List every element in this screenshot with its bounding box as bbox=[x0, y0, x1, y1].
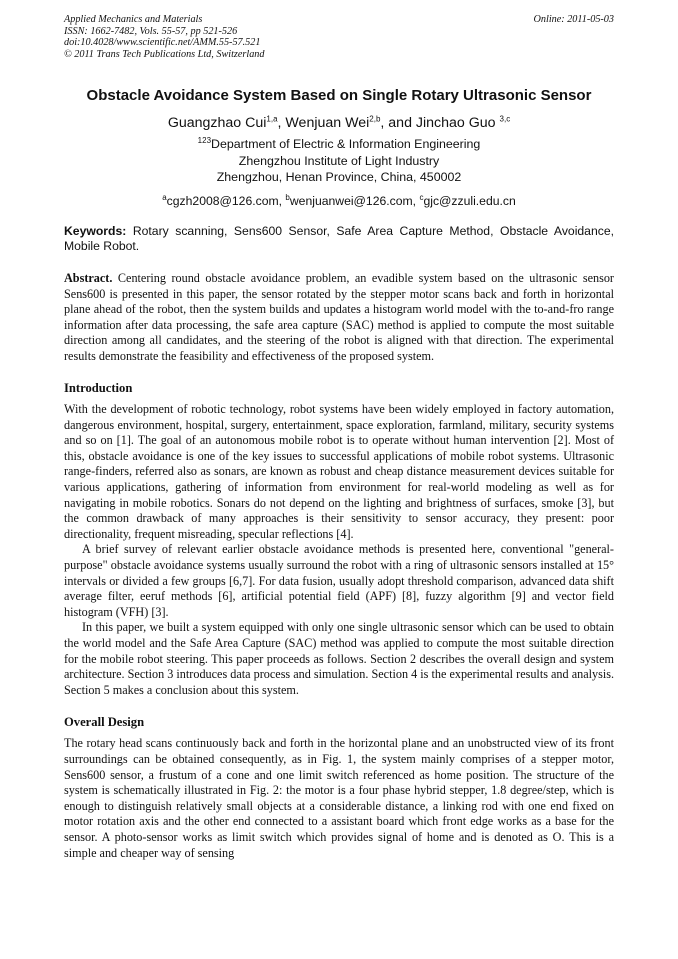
body-paragraph: A brief survey of relevant earlier obstacle avoidance methods is presented here, conventional "general-purpose" obstacle avoidance systems usually surround the robot with a ring of ultrasonic sensors installed at 15° intervals or divided a few groups [6,7]. For data fusion, usually adopt threshold comparison, advanced data shift average filter, eeruf methods [6], artificial potential field (APF) [8], fuzzy algorithm [9] and vector field histogram (VFH) [3]. bbox=[64, 542, 614, 619]
journal-header bbox=[64, 14, 614, 60]
email-address[interactable]: wenjuanwei@126.com, bbox=[289, 193, 420, 208]
email-address[interactable]: cgzh2008@126.com, bbox=[166, 193, 286, 208]
section-heading-introduction: Introduction bbox=[64, 381, 133, 396]
copyright-line: © 2011 Trans Tech Publications Ltd, Switzerland bbox=[64, 48, 265, 60]
author-separator: , bbox=[277, 115, 286, 132]
keywords-label: Keywords: bbox=[64, 223, 127, 238]
affiliation bbox=[64, 136, 614, 186]
affiliation-line-2: Zhengzhou Institute of Light Industry bbox=[238, 153, 440, 168]
body-paragraph: With the development of robotic technology, robot systems have been widely employed in factory automation, dangerous environment, hospital, surgery, entertainment, space exploration, farmland, military, security systems and so on [1]. The goal of an autonomous mobile robot is to operate without human intervention [2]. Most of this, obstacle avoidance is one of the key issues to successful applications of mobile robot systems. Ultrasonic range-finders, referred also as sonars, are known as robust and cheap distance measurement devices suitable for various applications, gathering of information from environment for real-world modeling as well as for navigating in mobile robotics. Sonars do not depend on the lighting and brightness of surfaces, smoke [3], but the common drawback of many approaches is their sensitivity to sensor accuracy, they present: poor directionality, frequent misreading, specular reflections [4]. bbox=[64, 402, 614, 541]
abstract-label: Abstract. bbox=[64, 271, 113, 286]
email-superscript: c bbox=[419, 192, 424, 202]
affiliation-department: Department of Electric & Information Engineering bbox=[211, 137, 481, 152]
author-list bbox=[64, 115, 614, 131]
keywords-text: Rotary scanning, Sens600 Sensor, Safe Area Capture Method, Obstacle Avoidance, Mobile Robot. bbox=[64, 223, 614, 254]
affiliation-superscript: 123 bbox=[197, 136, 212, 146]
abstract-block bbox=[64, 271, 614, 364]
author-separator: , and bbox=[380, 115, 416, 132]
email-address[interactable]: gjc@zzuli.edu.cn bbox=[423, 193, 516, 208]
author-name: Wenjuan Wei bbox=[285, 115, 370, 132]
author-name: Jinchao Guo bbox=[415, 115, 500, 132]
body-paragraph: In this paper, we built a system equipped with only one single ultrasonic sensor which can be used to obtain the world model and the Safe Area Capture (SAC) method was applied to compute the most suitable direction for the mobile robot steering. This paper proceeds as follows. Section 2 describes the overall design and system architecture. Section 3 introduces data process and simulation. Section 4 is the experimental results and analysis. Section 5 makes a conclusion about this system. bbox=[64, 620, 614, 697]
section-heading-overall-design: Overall Design bbox=[64, 715, 145, 730]
author-emails bbox=[64, 194, 614, 208]
author-superscript: 2,b bbox=[369, 114, 381, 124]
online-date: Online: 2011-05-03 bbox=[533, 14, 614, 25]
email-superscript: a bbox=[162, 192, 167, 202]
keywords-block bbox=[64, 224, 614, 255]
email-superscript: b bbox=[285, 192, 290, 202]
journal-info bbox=[64, 14, 264, 60]
paper-title: Obstacle Avoidance System Based on Single Rotary Ultrasonic Sensor bbox=[86, 87, 592, 105]
author-name: Guangzhao Cui bbox=[167, 115, 267, 132]
journal-name: Applied Mechanics and Materials bbox=[64, 14, 203, 25]
affiliation-line-1 bbox=[64, 136, 614, 153]
doi-line[interactable]: doi:10.4028/www.scientific.net/AMM.55-57.521 bbox=[64, 37, 261, 49]
author-superscript: 1,a bbox=[266, 114, 278, 124]
affiliation-line-3: Zhengzhou, Henan Province, China, 450002 bbox=[216, 170, 462, 185]
abstract-text: Centering round obstacle avoidance problem, an evadible system based on the ultrasonic sensor Sens600 is presented in this paper, the sensor rotated by the stepper motor scans back and forth in horizontal plane ahead of the robot, then the system builds and updates a histogram world model with the to-and-fro range information after data processing, the safe area capture (SAC) method is applied to compute the most suitable direction among all candidates, and the steering of the robot is aligned with that direction. The experimental results demonstrate the feasibility and effectiveness of the proposed system. bbox=[64, 271, 614, 363]
author-superscript: 3,c bbox=[499, 114, 511, 124]
body-paragraph: The rotary head scans continuously back and forth in the horizontal plane and an unobstructed view of its front surroundings can be obtained consequently, as in Fig. 1, the system mainly comprises of a stepper motor, Sens600 sensor, a frustum of a cone and one limit switch referenced as home position. The structure of the system is schematically illustrated in Fig. 2: the motor is a four phase hybrid stepper, 1.8 degree/step, which is enough to distinguish relatively small objects at a considerable distance, a linking rod with one end fixed on motor rotation axis and the other end connected to a assistant board which front edge works as a base for the sensor. A photo-sensor works as limit switch which provides signal of home and is denoted as O. This is a simple and cheaper way of sensing bbox=[64, 736, 614, 860]
issn-line: ISSN: 1662-7482, Vols. 55-57, pp 521-526 bbox=[64, 25, 238, 37]
